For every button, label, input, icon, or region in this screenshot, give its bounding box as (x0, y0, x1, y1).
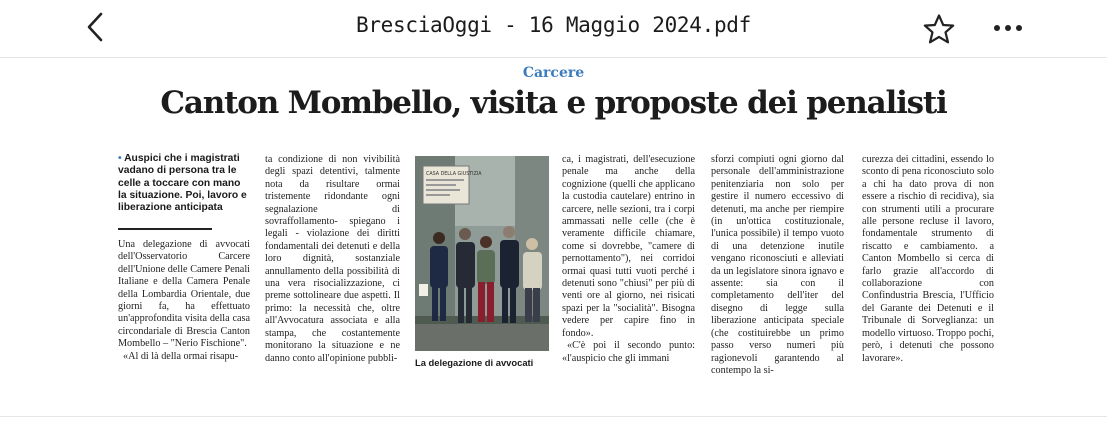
more-horizontal-icon[interactable] (990, 15, 1026, 41)
photo-caption: La delegazione di avvocati (415, 357, 534, 368)
paragraph: Una delegazione di avvocati dell'Osservatorio Carcere dell'Unione delle Camere Penali Italiane e della Camera Penale della Lombardia Orientale, due giorni fa, ha effettuato un'approfondita visita della casa circondariale di Brescia Canton Mombello – "Nerio Fischione". (118, 239, 250, 350)
paragraph: curezza dei cittadini, essendo lo sconto di pena riconosciuto solo a chi ha dato prova di non essere a rischio di recidiva), sia con strumenti utili a procurare alle persone recluse il lavoro, fondamentale strumento di riscatto e cambiamento. a Canton Mombello si cerca di farlo grazie all'accordo di collaborazione con Confindustria Brescia, l'Ufficio del Garante dei Detenuti e il Tribunale di Sorveglianza: un modello virtuoso. Troppo pochi, però, i detenuti che possono lavorare». (862, 154, 994, 364)
text-column-2 (265, 154, 400, 365)
headline: Canton Mombello, visita e proposte dei penalisti (160, 85, 947, 121)
viewer-toolbar (0, 0, 1107, 58)
paragraph: «Al di là della ormai risapu- (123, 350, 239, 362)
paragraph: «C'è poi il secondo punto: «l'auspicio che gli immani (562, 340, 695, 364)
text-column-6 (862, 154, 994, 365)
text-column-5 (711, 154, 844, 377)
pdf-page (0, 58, 1107, 415)
document-title: BresciaOggi - 16 Maggio 2024.pdf (356, 13, 751, 37)
section-label: Carcere (522, 65, 585, 81)
article-photo (415, 156, 549, 351)
paragraph: ca, i magistrati, dell'esecuzione penale ma anche della cognizione (quelli che applicano la custodia cautelare) entrino in carcere, nelle sezioni, tra i corpi ammassati nelle celle (che è veramente difficile chiamare, come si dovrebbe, "camere di pernottamento"), nei corridoi ormai quasi tutti vuoti perché i detenuti sono "chiusi" per più di venti ore al giorno, nei risicati spazi per la "socialità". Bisogna vedere per capire fino in fondo». (562, 154, 695, 339)
star-outline-icon[interactable] (922, 13, 956, 45)
paragraph: ta condizione di non vivibilità degli spazi detentivi, talmente nota da risultare ormai tristemente ridondante ogni segnalazione di sovraffollamento- spiegano i legali - violazione dei diritti fondamentali dei detenuti e della loro dignità, sostanziale annullamento della possibilità di una vera risocializzazione, ci preme sottolineare due aspetti. Il primo: la necessità che, oltre all'Avvocatura associata e alla stampa, che costantemente monitorano la situazione e ne danno conto all'opinione pubbli- (265, 154, 400, 364)
paragraph: sforzi compiuti ogni giorno dal personale dell'amministrazione penitenziaria non solo per gestire il numero eccessivo di detenuti, ma anche per riempire (in un'ottica costituzionale, l'unica possibile) il tempo vuoto di una detenzione inutile vengano riconosciuti e alleviati da un legislatore sinora ignavo e assente: sia con il completamento dell'iter del disegno di legge sulla liberazione anticipata speciale (che costituirebbe un primo passo verso numeri più ragionevoli garantendo al contempo la si- (711, 154, 844, 376)
text-column-4 (562, 154, 695, 365)
page-divider (0, 416, 1107, 417)
article-summary (118, 153, 250, 214)
text-column-1 (118, 239, 250, 363)
summary-bullet: • (118, 153, 122, 164)
summary-divider (118, 228, 212, 230)
summary-text: Auspici che i magistrati vadano di persona tra le celle a toccare con mano la situazione. Poi, lavoro e liberazione anticipata (118, 153, 247, 214)
building-sign: CASA DELLA GIUSTIZIA (426, 172, 482, 177)
